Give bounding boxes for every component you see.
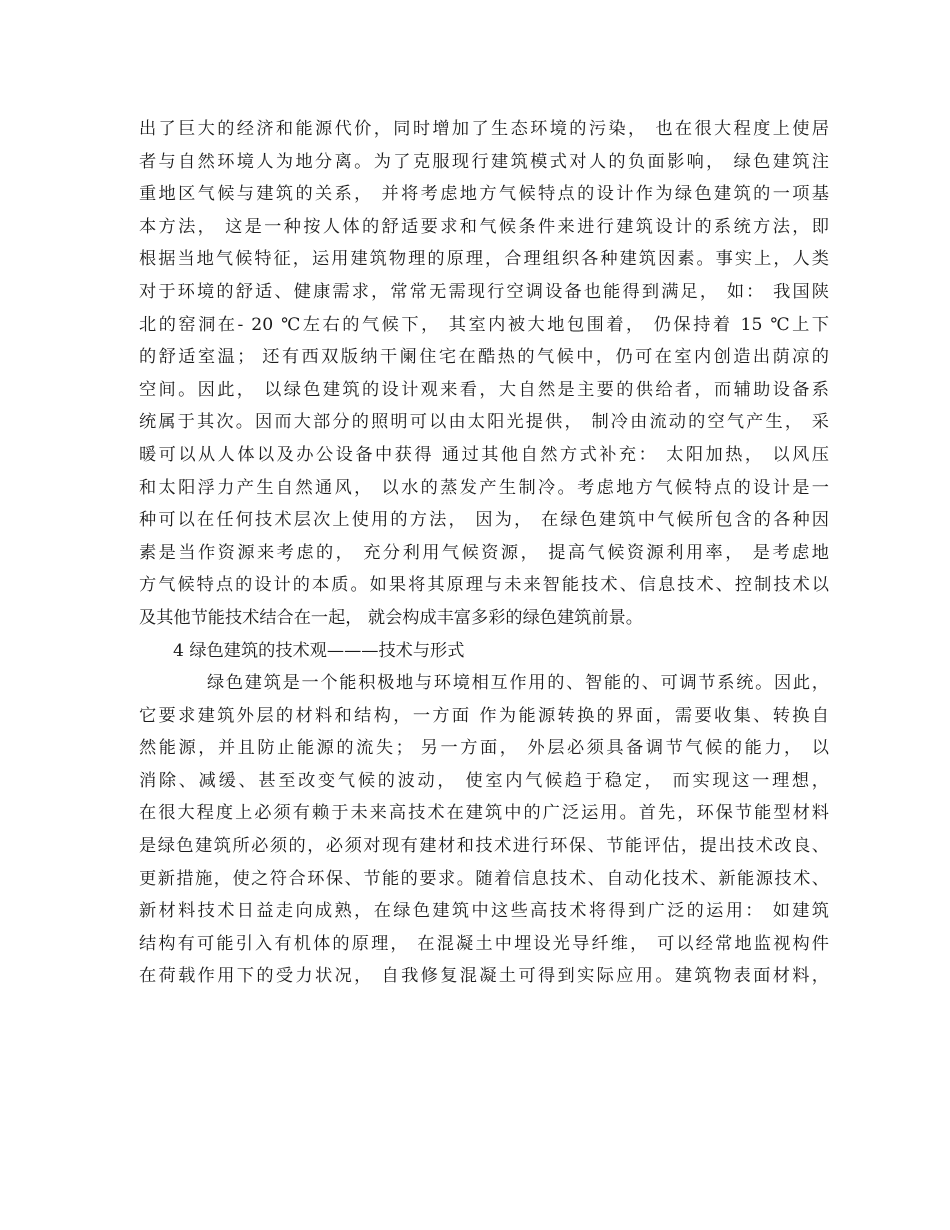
text-line: 素是当作资源来考虑的， 充分利用气候资源， 提高气候资源利用率， 是考虑地 [139,542,829,563]
text-line: 暖可以从人体以及办公设备中获得 通过其他自然方式补充： 太阳加热， 以风压 [139,444,829,465]
text-line: 出了巨大的经济和能源代价，同时增加了生态环境的污染， 也在很大程度上使居 [139,119,829,139]
document-body [139,113,829,993]
text-line: 然能源，并且防止能源的流失； 另一方面， 外层必须具备调节气候的能力， 以 [139,738,829,759]
text-line: 消除、减缓、甚至改变气候的波动， 使室内气候趋于稳定， 而实现这一理想， [139,770,829,791]
text-line: 本方法， 这是一种按人体的舒适要求和气候条件来进行建筑设计的系统方法，即 [139,216,829,237]
text-line: 新材料技术日益走向成熟，在绿色建筑中这些高技术将得到广泛的运用： 如建筑 [139,901,829,922]
text-line: 方气候特点的设计的本质。如果将其原理与未来智能技术、信息技术、控制技术以 [139,575,829,596]
text-line: 在荷载作用下的受力状况， 自我修复混凝土可得到实际应用。建筑物表面材料， [139,966,829,987]
text-line: 对于环境的舒适、健康需求，常常无需现行空调设备也能得到满足， 如： 我国陕 [139,281,829,302]
text-line: 更新措施，使之符合环保、节能的要求。随着信息技术、自动化技术、新能源技术、 [139,868,829,889]
section-heading: 4 绿色建筑的技术观———技术与形式 [173,640,465,661]
text-line: 重地区气候与建筑的关系， 并将考虑地方气候特点的设计作为绿色建筑的一项基 [139,184,829,205]
text-line: 的舒适室温； 还有西双版纳干阑住宅在酷热的气候中，仍可在室内创造出荫凉的 [139,347,829,368]
text-line: 及其他节能技术结合在一起， 就会构成丰富多彩的绿色建筑前景。 [139,607,643,628]
paragraph-climate-design [139,113,829,635]
text-line: 北的窑洞在- 20 ℃左右的气候下， 其室内被大地包围着， 仍保持着 15 ℃上下 [139,314,829,335]
text-line: 空间。因此， 以绿色建筑的设计观来看，大自然是主要的供给者，而辅助设备系 [139,379,829,400]
text-line: 结构有可能引入有机体的原理， 在混凝土中埋设光导纤维， 可以经常地监视构件 [139,933,829,954]
text-line: 统属于其次。因而大部分的照明可以由太阳光提供， 制冷由流动的空气产生， 采 [139,412,829,433]
text-line: 和太阳浮力产生自然通风， 以水的蒸发产生制冷。考虑地方气候特点的设计是一 [139,477,829,498]
text-line: 根据当地气候特征，运用建筑物理的原理，合理组织各种建筑因素。事实上，人类 [139,249,829,270]
text-line: 绿色建筑是一个能积极地与环境相互作用的、智能的、可调节系统。因此， [207,673,829,694]
text-line: 者与自然环境人为地分离。为了克服现行建筑模式对人的负面影响， 绿色建筑注 [139,151,829,172]
text-line: 种可以在任何技术层次上使用的方法， 因为， 在绿色建筑中气候所包含的各种因 [139,510,829,531]
text-line: 是绿色建筑所必须的，必须对现有建材和技术进行环保、节能评估，提出技术改良、 [139,836,829,857]
paragraph-technology [139,667,829,993]
text-line: 它要求建筑外层的材料和结构，一方面 作为能源转换的界面，需要收集、转换自 [139,705,829,726]
text-line: 在很大程度上必须有赖于未来高技术在建筑中的广泛运用。首先，环保节能型材料 [139,803,829,824]
